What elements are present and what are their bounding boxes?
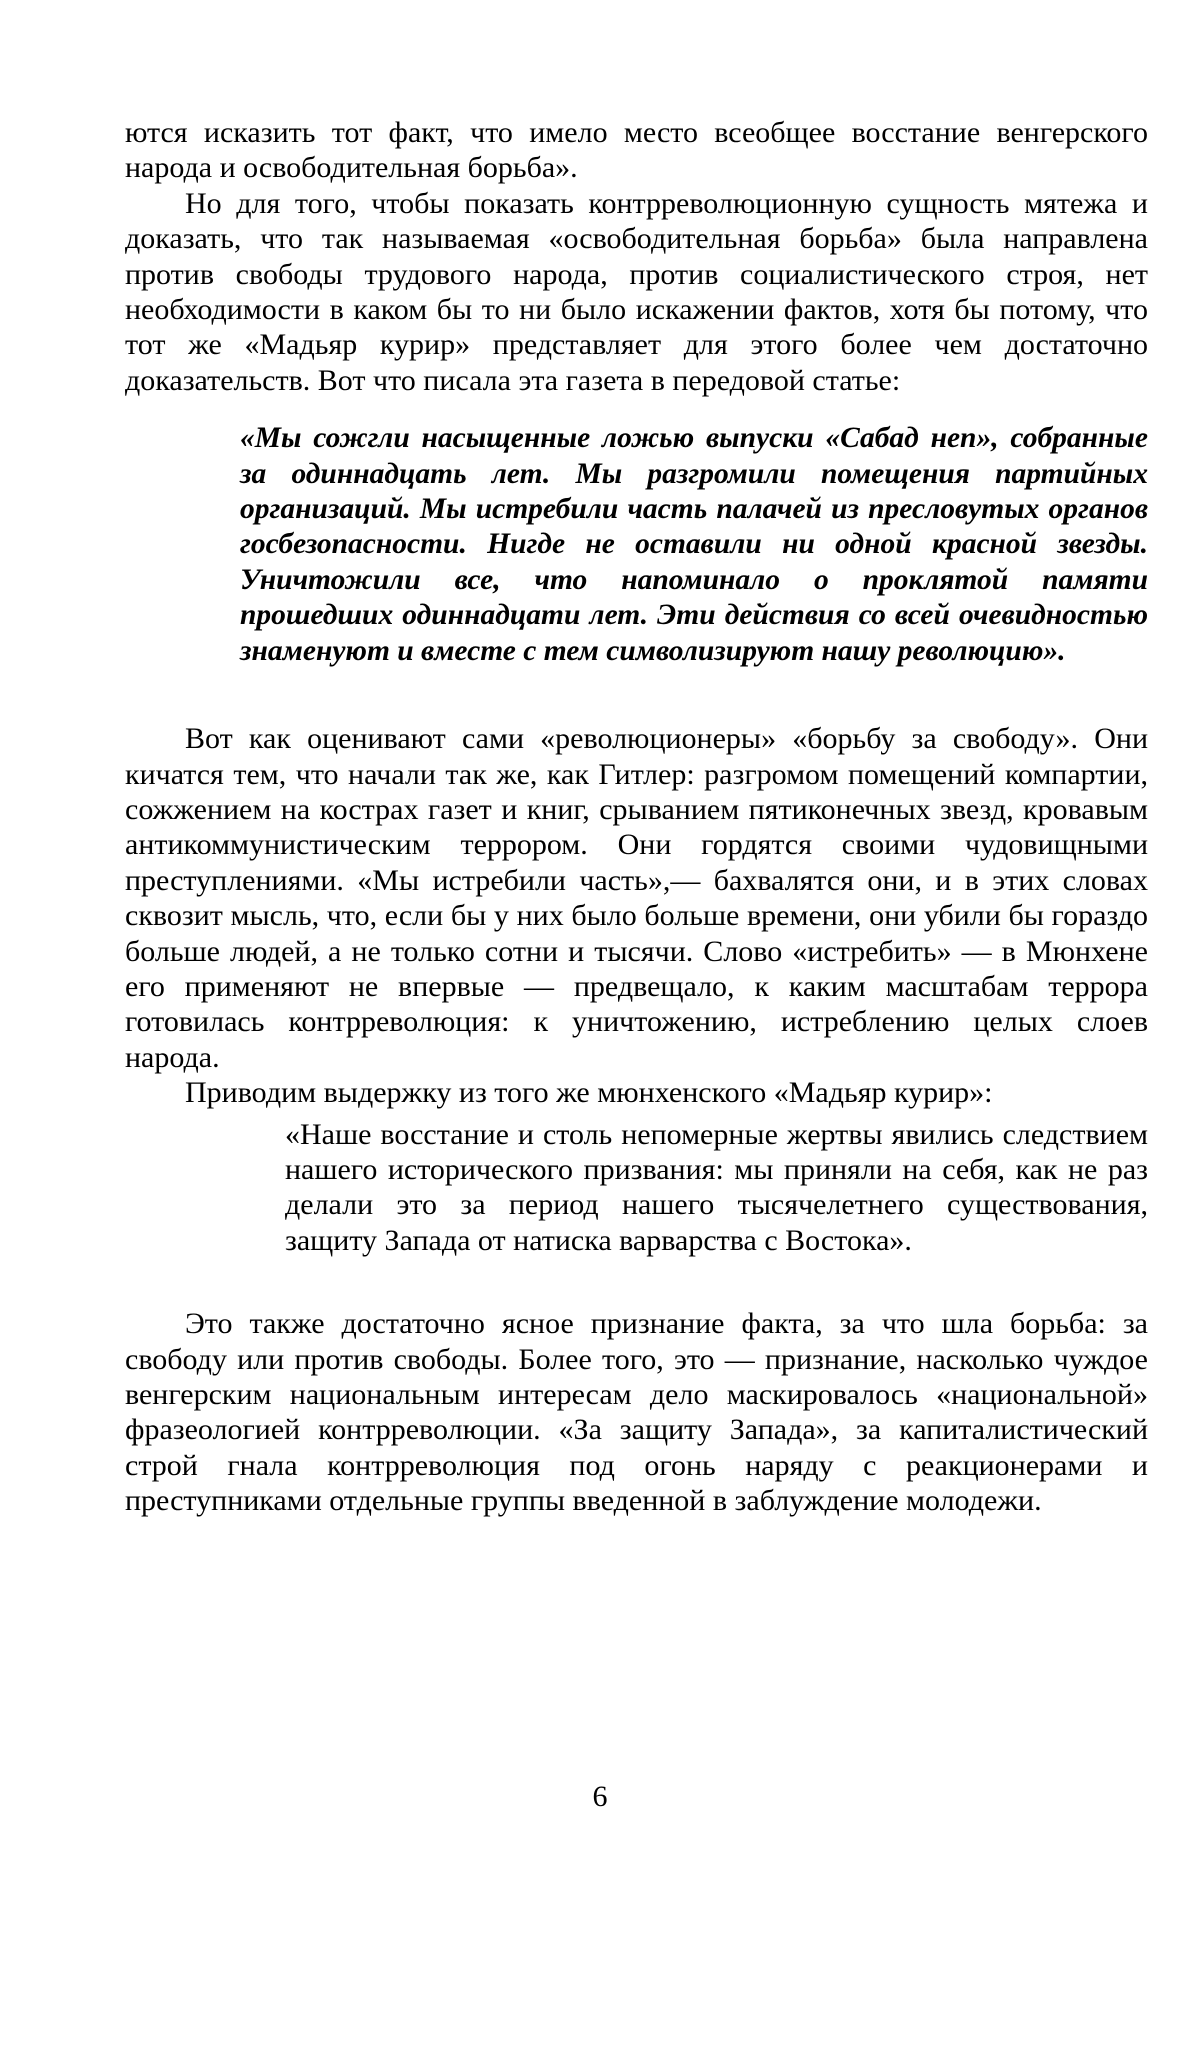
- paragraph-analysis: Вот как оценивают сами «революционеры» «борьбу за свободу». Они кичатся тем, что начали так же, как Гитлер: разгромом помещений компартии, сожжением на кострах газет и книг, срыванием пятиконечных звезд, кровавым антикоммунистическим террором. Они гордятся своими чудовищными преступлениями. «Мы истребили часть»,— бахвалятся они, и в этих словах сквозит мысль, что, если бы у них было больше времени, они убили бы гораздо больше людей, а не только сотни и тысячи. Слово «истребить» — в Мюнхене его применяют не впервые — предвещало, к каким масштабам террора готовилась контрреволюция: к уничтожению, истреблению целых слоев народа.: [125, 722, 1148, 1074]
- paragraph-continuation: ются исказить тот факт, что имело место всеобщее восстание венгерского народа и освободительная борьба».: [125, 116, 1148, 185]
- page-body: [125, 115, 1148, 1519]
- blockquote-editorial: «Мы сожгли насыщенные ложью выпуски «Сабад неп», собранные за одиннадцать лет. Мы разгромили помещения партийных организаций. Мы истребили часть палачей из пресловутых органов госбезопасности. Нигде не оставили ни одной красной звезды. Уничтожили все, что напоминало о проклятой памяти прошедших одиннадцати лет. Эти действия со всей очевидностью знаменуют и вместе с тем символизируют нашу революцию».: [240, 422, 1148, 667]
- paragraph-intro-quote: Но для того, чтобы показать контрреволюционную сущность мятежа и доказать, что так называемая «освободительная борьба» была направлена против свободы трудового народа, против социалистического строя, нет необходимости в каком бы то ни было искажении фактов, хотя бы потому, что тот же «Мадьяр курир» представляет для этого более чем достаточно доказательств. Вот что писала эта газета в передовой статье:: [125, 186, 1148, 397]
- page-number: 6: [592, 1780, 608, 1813]
- blockquote-munich: «Наше восстание и столь непомерные жертвы явились следствием нашего исторического призвания: мы приняли на себя, как не раз делали это за период нашего тысячелетнего существования, защиту Запада от натиска варварства с Востока».: [285, 1117, 1148, 1257]
- paragraph-excerpt-intro: Приводим выдержку из того же мюнхенского «Мадьяр курир»:: [185, 1076, 993, 1110]
- paragraph-conclusion: Это также достаточно ясное признание факта, за что шла борьба: за свободу или против свободы. Более того, это — признание, насколько чуждое венгерским национальным интересам дело маскировалось «национальной» фразеологией контрреволюции. «За защиту Запада», за капиталистический строй гнала контрреволюция под огонь наряду с реакционерами и преступниками отдельные группы введенной в заблуждение молодежи.: [125, 1307, 1148, 1518]
